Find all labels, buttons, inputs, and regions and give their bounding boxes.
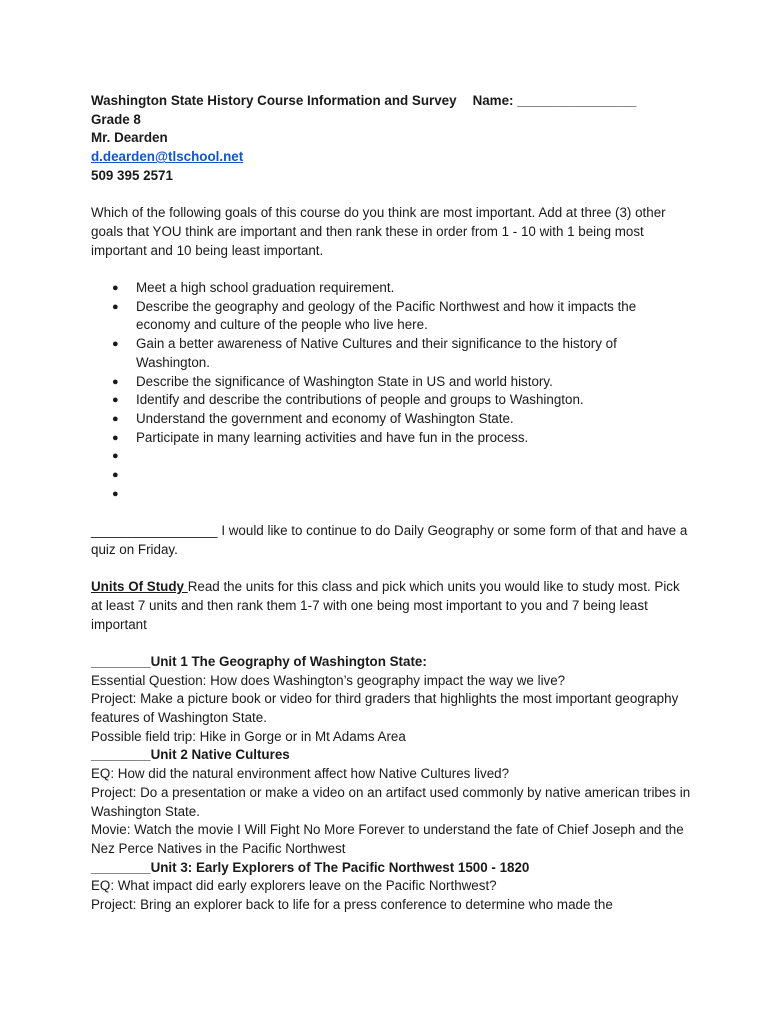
bullet-icon: ● (112, 300, 119, 313)
units-of-study-instructions: Read the units for this class and pick which units you would like to study most. Pick at least 7 units and then rank them 1-7 with one being most important to you and 7 being least important (91, 579, 680, 632)
unit-1-field-trip: Possible field trip: Hike in Gorge or in Mt Adams Area (91, 728, 406, 744)
goal-item (91, 373, 691, 392)
grade-label: Grade 8 (91, 111, 141, 127)
unit-3-heading: ________Unit 3: Early Explorers of The Pacific Northwest 1500 - 1820 (91, 859, 530, 875)
goal-text: Participate in many learning activities and have fun in the process. (136, 429, 529, 445)
goal-text: Meet a high school graduation requirement. (136, 280, 395, 295)
goal-text: Describe the significance of Washington State in US and world history. (136, 373, 553, 389)
goal-text: Describe the geography and geology of the Pacific Northwest and how it impacts the economy and culture of the people who live here. (136, 298, 637, 333)
goal-item (91, 279, 691, 298)
bullet-icon: ● (112, 412, 119, 425)
document-title: Washington State History Course Information and Survey (91, 93, 457, 108)
name-field-label: Name: ________________ (472, 93, 637, 108)
unit-3-question: EQ: What impact did early explorers leave on the Pacific Northwest? (91, 878, 497, 894)
bullet-icon: ● (112, 338, 119, 351)
bullet-icon: ● (112, 431, 119, 444)
goal-text: Gain a better awareness of Native Cultures and their significance to the history of Washington. (136, 336, 617, 370)
unit-2-movie: Movie: Watch the movie I Will Fight No More Forever to understand the fate of Chief Joseph and the Nez Perce Natives in the Pacific Northwest (91, 822, 684, 856)
bullet-icon: ● (112, 282, 119, 294)
units-of-study-heading: Units Of Study (91, 579, 188, 595)
units-of-study-intro (91, 578, 691, 634)
goal-item (91, 391, 691, 410)
unit-2-project: Project: Do a presentation or make a video on an artifact used commonly by native american tribes in Washington State. (91, 784, 691, 819)
phone-number: 509 395 2571 (91, 167, 173, 183)
bullet-icon: ● (112, 450, 119, 463)
goal-text: Understand the government and economy of Washington State. (136, 410, 514, 426)
goal-item (91, 335, 691, 372)
bullet-icon: ● (112, 394, 119, 407)
goals-intro: Which of the following goals of this course do you think are most important. Add at three (3) other goals that YOU think are important and then rank these in order from 1 - 10 with 1 being most important and 10 being least important. (91, 205, 666, 258)
bullet-icon: ● (112, 487, 119, 500)
document-header (91, 92, 691, 111)
goal-item-blank (91, 447, 691, 466)
goal-item (91, 298, 691, 335)
unit-1-heading: ________Unit 1 The Geography of Washington State: (91, 653, 427, 669)
goal-text: Identify and describe the contributions of people and groups to Washington. (136, 392, 584, 408)
unit-3-project: Project: Bring an explorer back to life for a press conference to determine who made the (91, 897, 613, 913)
document-page (91, 92, 691, 915)
goal-item (91, 410, 691, 429)
bullet-icon: ● (112, 375, 119, 388)
email-link[interactable]: d.dearden@tlschool.net (91, 149, 244, 165)
unit-1-project: Project: Make a picture book or video for third graders that highlights the most important geography features of Washington State. (91, 691, 679, 726)
goal-item-blank (91, 466, 691, 485)
daily-geography-preference: _________________ I would like to continue to do Daily Geography or some form of that and have a quiz on Friday. (91, 523, 688, 557)
unit-1-question: Essential Question: How does Washington’s geography impact the way we live? (91, 672, 566, 688)
unit-2-question: EQ: How did the natural environment affect how Native Cultures lived? (91, 766, 510, 782)
goals-list (91, 279, 691, 503)
goal-item-blank (91, 485, 691, 504)
teacher-name: Mr. Dearden (91, 130, 168, 146)
goal-item (91, 429, 691, 448)
bullet-icon: ● (112, 469, 119, 482)
unit-2-heading: ________Unit 2 Native Cultures (91, 747, 290, 763)
